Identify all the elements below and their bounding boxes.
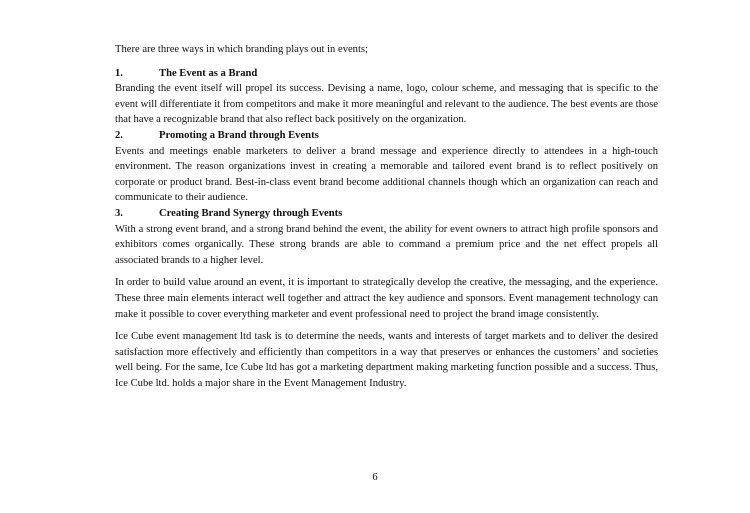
section-title: Creating Brand Synergy through Events — [159, 207, 343, 219]
document-page — [115, 42, 658, 391]
section-number: 2. — [115, 129, 123, 141]
section-title: The Event as a Brand — [159, 67, 258, 79]
section-body: Events and meetings enable marketers to deliver a brand message and experience directly to attendees in a high-touch environment. The reason organizations invest in creating a memorable and tailored event brand is to reflect positively on corporate or product brand. Best-in-class event brand become additional channels though which an organization can reach and communicate to their audience. — [115, 145, 658, 204]
section-3 — [115, 206, 658, 268]
section-body: Branding the event itself will propel its success. Devising a name, logo, colour scheme, and messaging that is specific to the event will differentiate it from competitors and make it more meaningful and relevant to the audience. The best events are those that have a recognizable brand that also reflect back positively on the organization. — [115, 83, 658, 126]
section-number: 1. — [115, 67, 123, 79]
section-1 — [115, 66, 658, 128]
page-number: 6 — [372, 472, 378, 483]
section-title: Promoting a Brand through Events — [159, 129, 319, 141]
section-body: With a strong event brand, and a strong brand behind the event, the ability for event owners to attract high profile sponsors and exhibitors comes organically. These strong brands are able to command a premium price and the net effect propels all associated brands to a higher level. — [115, 223, 658, 266]
section-number: 3. — [115, 207, 123, 219]
body-paragraph: Ice Cube event management ltd task is to determine the needs, wants and interests of target markets and to deliver the desired satisfaction more effectively and efficiently than competitors in a way that preserves or enhances the customers’ and societies well being. For the same, Ice Cube ltd has got a marketing department making marketing function possible and a success. Thus, Ice Cube ltd. holds a major share in the Event Management Industry. — [115, 331, 658, 389]
section-2 — [115, 128, 658, 206]
intro-text: There are three ways in which branding plays out in events; — [115, 44, 368, 55]
section-heading — [115, 128, 658, 144]
body-paragraph: In order to build value around an event, it is important to strategically develop the creative, the messaging, and the experience. These three main elements interact well together and attract the key audience and sponsors. Event management technology can make it possible to cover everything marketer and event professional need to project the brand image consistently. — [115, 277, 658, 320]
section-heading — [115, 206, 658, 222]
section-heading — [115, 66, 658, 82]
